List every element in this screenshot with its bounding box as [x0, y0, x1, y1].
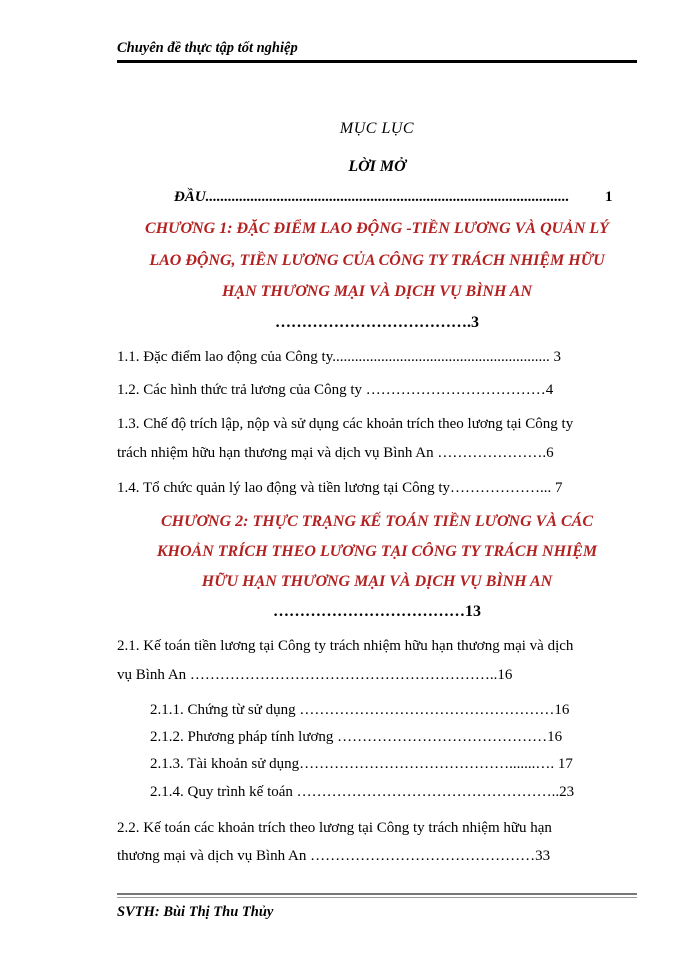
chapter2-page-dots: ………………………………13 — [273, 603, 481, 620]
toc-entry-2-1: 2.1. Kế toán tiền lương tại Công ty trách nhiệm hữu hạn thương mại và dịch — [117, 638, 574, 654]
footer-author: SVTH: Bùi Thị Thu Thủy — [117, 904, 274, 920]
running-header: Chuyên đề thực tập tốt nghiệp — [117, 40, 298, 56]
toc-entry-2-1-1: 2.1.1. Chứng từ sử dụng ……………………………………………16 — [150, 702, 570, 718]
footer-rule — [117, 893, 637, 895]
toc-entry-2-1-3: 2.1.3. Tài khoản sử dụng…………………………………….......…. 17 — [150, 756, 573, 772]
intro-page-number: 1 — [605, 189, 613, 205]
header-rule — [117, 60, 637, 63]
toc-entry-2-2-cont: thương mại và dịch vụ Bình An ………………………………………33 — [117, 848, 551, 864]
chapter1-title-line2: LAO ĐỘNG, TIỀN LƯƠNG CỦA CÔNG TY TRÁCH NHIỆM HỮU — [149, 252, 605, 269]
chapter2-title-line2: KHOẢN TRÍCH THEO LƯƠNG TẠI CÔNG TY TRÁCH NHIỆM — [156, 543, 598, 560]
toc-entry-2-2: 2.2. Kế toán các khoản trích theo lương tại Công ty trách nhiệm hữu hạn — [117, 820, 552, 836]
chapter2-title-line3: HỮU HẠN THƯƠNG MẠI VÀ DỊCH VỤ BÌNH AN — [201, 573, 553, 590]
toc-entry-1-3: 1.3. Chế độ trích lập, nộp và sử dụng các khoản trích theo lương tại Công ty — [117, 416, 574, 432]
toc-entry-2-1-cont: vụ Bình An ……………………………………………………..16 — [117, 667, 513, 683]
toc-entry-1-2: 1.2. Các hình thức trả lương của Công ty ………………………………4 — [117, 382, 554, 398]
toc-entry-2-1-2: 2.1.2. Phương pháp tính lương ……………………………………16 — [150, 729, 563, 745]
toc-entry-1-1: 1.1. Đặc điểm lao động của Công ty.......................................................... 3 — [117, 349, 561, 365]
toc-entry-1-4: 1.4. Tổ chức quản lý lao động và tiền lương tại Công ty………………... 7 — [117, 480, 563, 496]
toc-entry-1-3-cont: trách nhiệm hữu hạn thương mại và dịch vụ Bình An ………………….6 — [117, 445, 554, 461]
toc-title: MỤC LỤC — [339, 120, 415, 137]
chapter1-page-dots: ……………………………….3 — [275, 314, 479, 331]
chapter1-title-line3: HẠN THƯƠNG MẠI VÀ DỊCH VỤ BÌNH AN — [221, 283, 533, 300]
intro-heading: LỜI MỞ — [348, 158, 406, 175]
footer-rule-thin — [117, 897, 637, 898]
toc-entry-2-1-4: 2.1.4. Quy trình kế toán ……………………………………………..23 — [150, 784, 575, 800]
intro-heading-dots: ĐẦU................................................................................................. — [174, 189, 570, 205]
chapter2-title-line1: CHƯƠNG 2: THỰC TRẠNG KẾ TOÁN TIỀN LƯƠNG VÀ CÁC — [160, 513, 594, 530]
chapter1-title-line1: CHƯƠNG 1: ĐẶC ĐIỂM LAO ĐỘNG -TIỀN LƯƠNG VÀ QUẢN LÝ — [145, 220, 609, 237]
